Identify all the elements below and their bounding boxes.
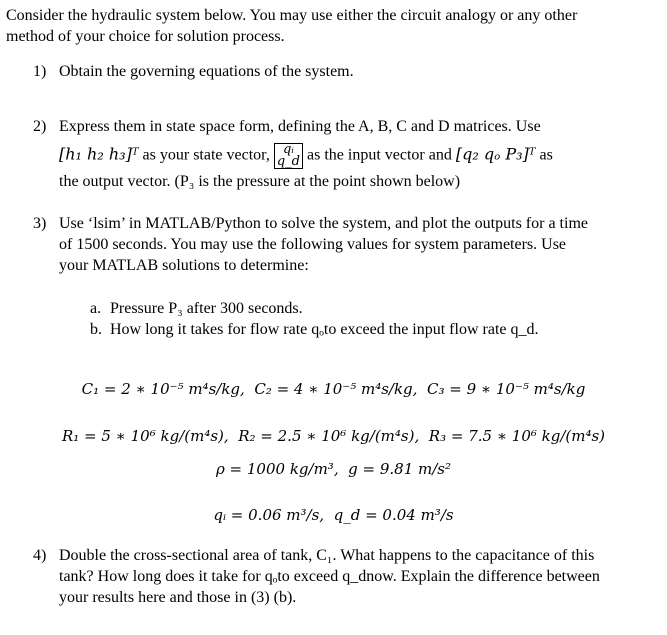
sub-letter: a.: [90, 300, 102, 317]
item-4-line-2: tank? How long does it take for qₒto exceed q_dnow. Explain the difference between: [59, 568, 600, 585]
item-number: 2): [33, 118, 47, 135]
item-number: 4): [33, 547, 47, 564]
item-number: 1): [33, 63, 47, 80]
r2-equation: R₂ = 2.5 ∗ 10⁶ kg/(m⁴s): [238, 427, 415, 445]
rho-equation: ρ = 1000 kg/m³: [215, 460, 334, 478]
item-3-line-3: your MATLAB solutions to determine:: [59, 257, 309, 274]
item-2-line-1: [33, 117, 541, 137]
item-text: Double the cross-sectional area of tank, C₁. What happens to the capacitance of this: [59, 547, 595, 564]
item-text: as the input vector and: [303, 146, 456, 164]
sub-item-a: [90, 299, 303, 319]
item-4-line-3: your results here and those in (3) (b).: [59, 589, 297, 606]
state-vector: [h₁ h₂ h₃]ᵀ: [59, 144, 139, 164]
sub-text: Pressure P₃ after 300 seconds.: [110, 300, 303, 317]
flow-equations: qᵢ = 0.06 m³/s, q_d = 0.04 m³/s: [213, 506, 454, 524]
sub-item-b: [90, 320, 538, 340]
capacitance-equations: C₁ = 2 ∗ 10⁻⁵ m⁴s/kg, C₂ = 4 ∗ 10⁻⁵ m⁴s/kg, C₃ = 9 ∗ 10⁻⁵ m⁴s/kg: [81, 380, 586, 398]
item-4-line-1: [33, 546, 594, 566]
intro-line-2: method of your choice for solution process.: [6, 28, 285, 45]
r1-equation: R₁ = 5 ∗ 10⁶ kg/(m⁴s): [61, 427, 224, 445]
item-number: 3): [33, 215, 47, 232]
item-text: Obtain the governing equations of the system.: [59, 63, 354, 80]
g-equation: g = 9.81 m/s²: [348, 460, 452, 478]
item-2-line-3: the output vector. (P₃ is the pressure at the point shown below): [59, 173, 461, 190]
sub-text: How long it takes for flow rate qₒto exceed the input flow rate q_d.: [110, 321, 539, 338]
input-vector: qᵢ q_d: [274, 143, 303, 169]
density-gravity-equations: ρ = 1000 kg/m³, g = 9.81 m/s²: [215, 460, 452, 478]
intro-line-1: Consider the hydraulic system below. You may use either the circuit analogy or any other: [6, 7, 578, 24]
qd-equation: q_d = 0.04 m³/s: [333, 506, 454, 524]
item-text: Express them in state space form, defining the A, B, C and D matrices. Use: [59, 118, 541, 135]
sub-letter: b.: [90, 321, 102, 338]
item-text: as: [535, 146, 553, 164]
item-3-line-1: [33, 214, 588, 234]
r3-equation: R₃ = 7.5 ∗ 10⁶ kg/(m⁴s): [428, 427, 606, 445]
item-text: Use ‘lsim’ in MATLAB/Python to solve the system, and plot the outputs for a time: [59, 215, 588, 232]
qi-equation: qᵢ = 0.06 m³/s: [213, 506, 320, 524]
item-2-line-2: [59, 143, 553, 169]
c3-equation: C₃ = 9 ∗ 10⁻⁵ m⁴s/kg: [426, 380, 586, 398]
item-text: as your state vector,: [138, 146, 274, 164]
resistance-equations: R₁ = 5 ∗ 10⁶ kg/(m⁴s), R₂ = 2.5 ∗ 10⁶ kg/(m⁴s), R₃ = 7.5 ∗ 10⁶ kg/(m⁴s): [61, 427, 606, 445]
item-3-line-2: of 1500 seconds. You may use the following values for system parameters. Use: [59, 236, 567, 253]
c1-equation: C₁ = 2 ∗ 10⁻⁵ m⁴s/kg: [81, 380, 241, 398]
item-1: [33, 62, 354, 82]
c2-equation: C₂ = 4 ∗ 10⁻⁵ m⁴s/kg: [254, 380, 413, 398]
output-vector: [q₂ qₒ P₃]ᵀ: [455, 144, 536, 164]
